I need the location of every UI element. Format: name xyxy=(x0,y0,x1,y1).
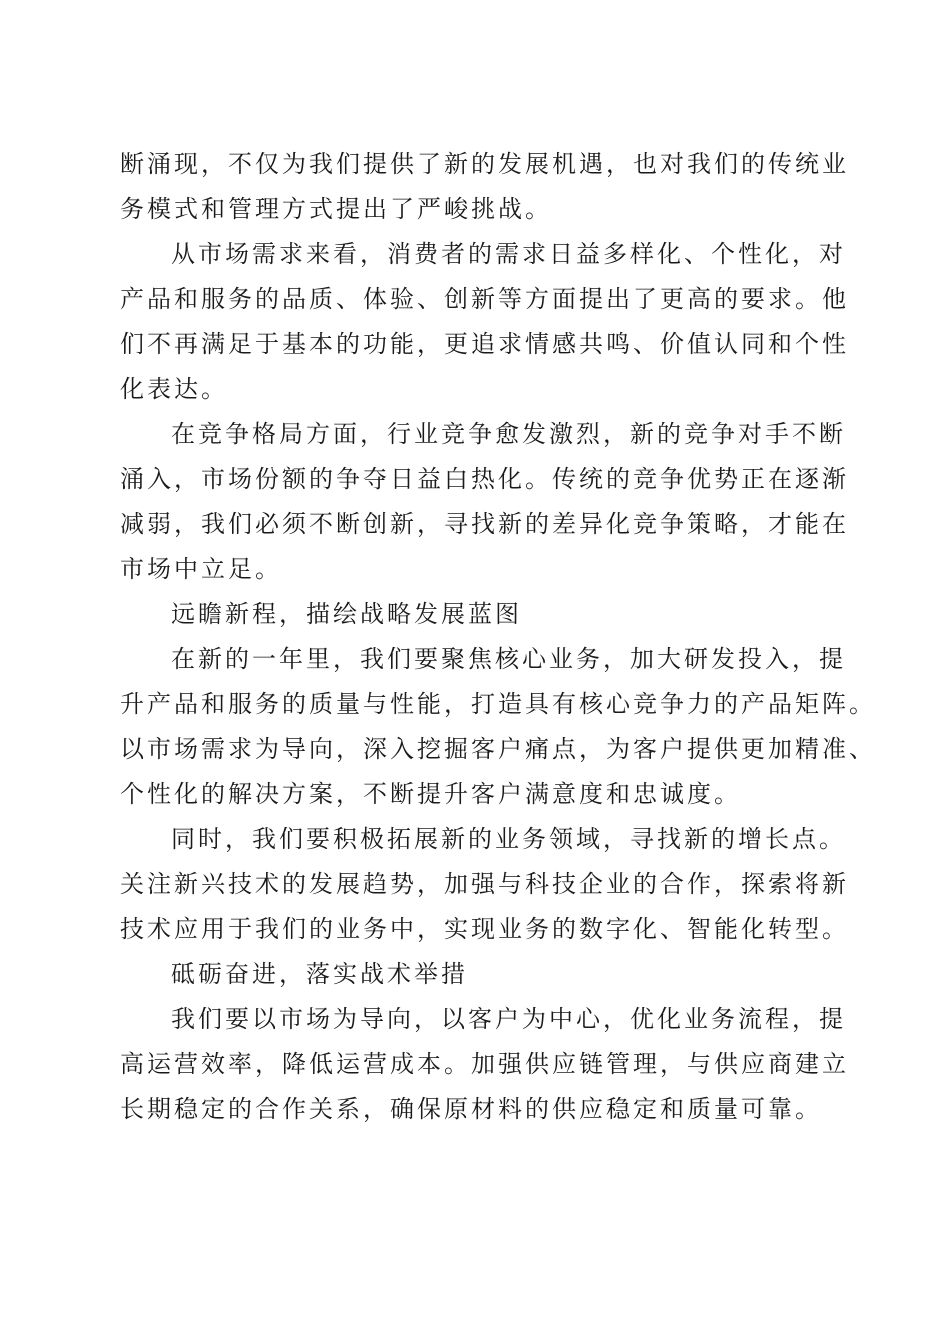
text-line: 技术应用于我们的业务中，实现业务的数字化、智能化转型。 xyxy=(120,915,849,943)
text-line: 长期稳定的合作关系，确保原材料的供应稳定和质量可靠。 xyxy=(120,1095,822,1123)
text-line: 从市场需求来看，消费者的需求日益多样化、个性化，对 xyxy=(171,240,846,268)
text-line: 关注新兴技术的发展趋势，加强与科技企业的合作，探索将新 xyxy=(120,870,849,898)
text-line: 以市场需求为导向，深入挖掘客户痛点，为客户提供更加精准、 xyxy=(120,735,876,763)
section-heading-strategy xyxy=(120,592,840,637)
text-line: 在竞争格局方面，行业竞争愈发激烈，新的竞争对手不断 xyxy=(171,420,846,448)
heading-text: 砥砺奋进，落实战术举措 xyxy=(171,960,468,988)
text-line: 产品和服务的品质、体验、创新等方面提出了更高的要求。他 xyxy=(120,285,849,313)
paragraph-operations xyxy=(120,997,849,1132)
paragraph-competition xyxy=(120,412,849,592)
text-line: 高运营效率，降低运营成本。加强供应链管理，与供应商建立 xyxy=(120,1050,849,1078)
paragraph-continuation xyxy=(120,142,849,232)
paragraph-market-demand xyxy=(120,232,849,412)
text-line: 化表达。 xyxy=(120,375,228,403)
text-line: 我们要以市场为导向，以客户为中心，优化业务流程，提 xyxy=(171,1005,846,1033)
text-line: 们不再满足于基本的功能，更追求情感共鸣、价值认同和个性 xyxy=(120,330,849,358)
text-line: 同时，我们要积极拓展新的业务领域，寻找新的增长点。 xyxy=(171,825,846,853)
paragraph-new-business xyxy=(120,817,849,952)
text-line: 升产品和服务的质量与性能，打造具有核心竞争力的产品矩阵。 xyxy=(120,690,876,718)
text-line: 断涌现，不仅为我们提供了新的发展机遇，也对我们的传统业 xyxy=(120,150,849,178)
paragraph-core-business xyxy=(120,637,876,817)
text-line: 在新的一年里，我们要聚焦核心业务，加大研发投入，提 xyxy=(171,645,846,673)
text-line: 涌入，市场份额的争夺日益白热化。传统的竞争优势正在逐渐 xyxy=(120,465,849,493)
text-line: 减弱，我们必须不断创新，寻找新的差异化竞争策略，才能在 xyxy=(120,510,849,538)
text-line: 市场中立足。 xyxy=(120,555,282,583)
section-heading-tactics xyxy=(120,952,840,997)
document-body xyxy=(120,142,876,1132)
text-line: 务模式和管理方式提出了严峻挑战。 xyxy=(120,195,552,223)
heading-text: 远瞻新程，描绘战略发展蓝图 xyxy=(171,600,522,628)
text-line: 个性化的解决方案，不断提升客户满意度和忠诚度。 xyxy=(120,780,741,808)
